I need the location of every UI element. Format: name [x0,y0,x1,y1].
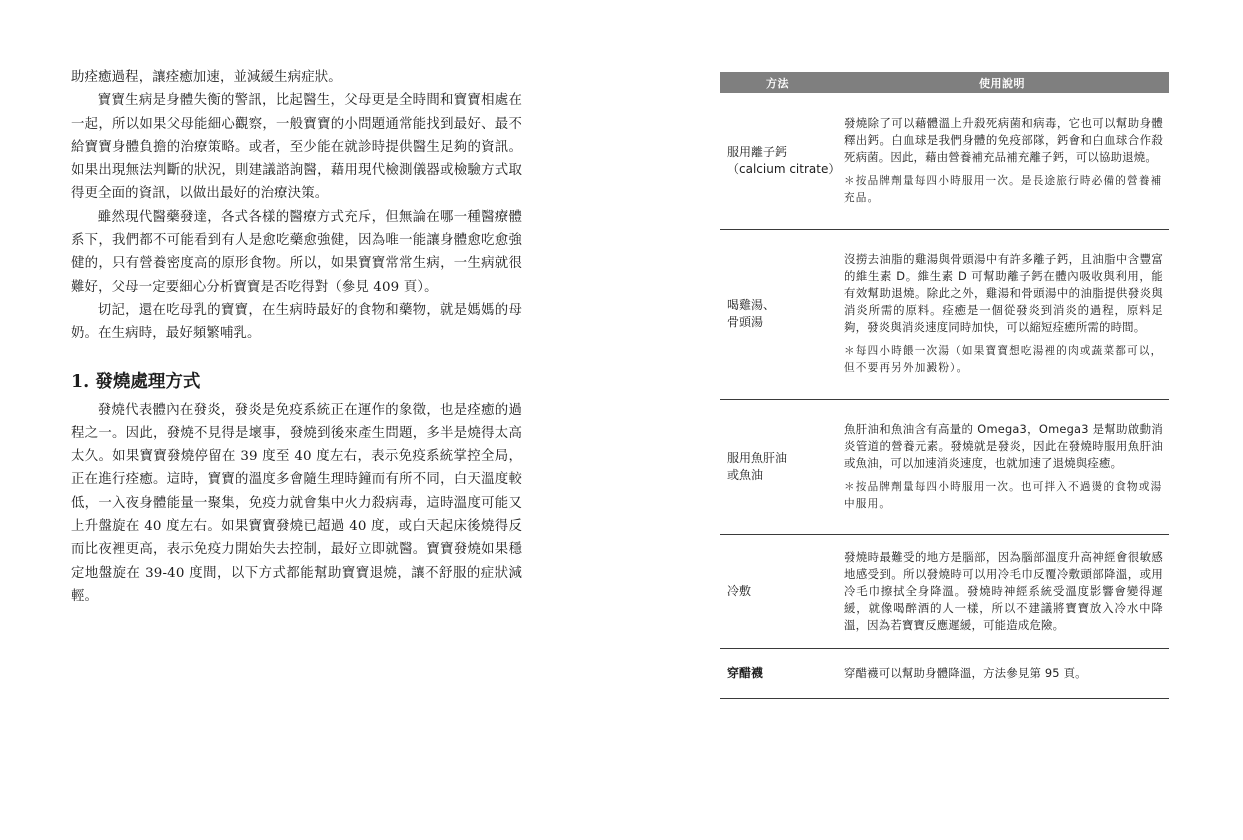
description-cell [835,229,1169,399]
description-cell [835,534,1169,648]
header-method: 方法 [720,72,835,93]
method-label: 穿醋襪 [727,665,764,680]
header-usage: 使用說明 [835,72,1169,93]
method-label-sub: （calcium citrate） [727,161,841,176]
dosage-note: ＊按品牌劑量每四小時服用一次。是長途旅行時必備的營養補充品。 [844,174,1163,204]
paragraph-breastfeeding: 切記，還在吃母乳的寶寶，在生病時最好的食物和藥物，就是媽媽的母奶。在生病時，最好頻繁哺乳。 [71,302,522,342]
description-text: 發燒除了可以藉體溫上升殺死病菌和病毒，它也可以幫助身體釋出鈣。白血球是我們身體的免疫部隊，鈣會和白血球合作殺死病菌。因此，藉由營養補充品補充離子鈣，可以協助退燒。 [844,115,1163,164]
method-cell [720,93,841,229]
table-row [720,93,1169,229]
description-cell [835,648,1169,698]
table-row [720,229,1169,399]
dosage-note: ＊按品牌劑量每四小時服用一次。也可拌入不過燙的食物或湯中服用。 [844,480,1163,510]
table-row [720,534,1169,648]
left-page [71,66,522,608]
table-row [720,399,1169,534]
description-text: 魚肝油和魚油含有高量的 Omega3，Omega3 是幫助啟動消炎管道的營養元素。發燒就是發炎，因此在發燒時服用魚肝油或魚油，可以加速消炎速度，也就加速了退燒與痊癒。 [844,421,1163,470]
right-page [720,72,1169,699]
method-label: 服用離子鈣 [727,144,788,159]
paragraph-imbalance-signal: 寶寶生病是身體失衡的警訊，比起醫生，父母更是全時間和寶寶相處在一起，所以如果父母能細心觀察，一般寶寶的小問題通常能找到最好、最不給寶寶身體負擔的治療策略。或者，至少能在就診時提供醫生足夠的資訊。如果出現無法判斷的狀況，則建議諮詢醫，藉用現代檢測儀器或檢驗方式取得更全面的資訊，以做出最好的治療決策。 [71,93,522,202]
description-cell [835,93,1169,229]
description-text: 發燒時最難受的地方是腦部，因為腦部溫度升高神經會很敏感地感受到。所以發燒時可以用冷毛巾反覆冷敷頭部降溫，或用冷毛巾擦拭全身降溫。發燒時神經系統受溫度影響會變得遲緩，就像喝醉酒的人一樣，所以不建議將寶寶放入冷水中降溫，因為若寶寶反應遲緩，可能造成危險。 [844,549,1163,632]
method-label: 喝雞湯、 [727,298,776,312]
method-cell [720,399,835,534]
method-label-sub: 或魚油 [727,467,764,482]
method-cell [720,648,835,698]
method-label-sub: 骨頭湯 [727,315,764,329]
method-cell [720,229,835,399]
description-cell [835,399,1169,534]
description-text: 沒撈去油脂的雞湯與骨頭湯中有許多離子鈣，且油脂中含豐富的維生素 D。維生素 D 可幫助離子鈣在體內吸收與利用，能有效幫助退燒。除此之外，雞湯和骨頭湯中的油脂提供發炎與消炎所需的原料。痊癒是一個從發炎到消炎的過程，原料足夠，發炎與消炎速度同時加快，可以縮短痊癒所需的時間。 [844,252,1163,334]
method-cell [720,534,835,648]
description-text: 穿醋襪可以幫助身體降溫，方法參見第 95 頁。 [844,665,1087,680]
paragraph-intro-continued: 助痊癒過程，讓痊癒加速，並減緩生病症狀。 [71,70,342,85]
paragraph-fever: 發燒代表體內在發炎，發炎是免疫系統正在運作的象徵，也是痊癒的過程之一。因此，發燒不見得是壞事，發燒到後來產生問題，多半是燒得太高太久。如果寶寶發燒停留在 39 度至 40 度左右，表示免疫系統掌控全局，正在進行痊癒。這時，寶寶的溫度多會隨生理時鐘而有所不同，白天溫度較低，一入夜身體能量一聚集，免疫力就會集中火力殺病毒，這時溫度可能又上升盤旋在 40 度左右。如果寶寶發燒已超過 40 度，或白天起床後燒得反而比夜裡更高，表示免疫力開始失去控制，最好立即就醫。寶寶發燒如果穩定地盤旋在 39-40 度間，以下方式都能幫助寶寶退燒，讓不舒服的症狀減輕。 [71,402,522,604]
fever-remedy-table [720,72,1169,699]
table-row [720,648,1169,698]
table-header-row [720,72,1169,93]
method-label: 服用魚肝油 [727,450,788,465]
paragraph-whole-foods: 雖然現代醫藥發達，各式各樣的醫療方式充斥，但無論在哪一種醫療體系下，我們都不可能看到有人是愈吃藥愈強健，因為唯一能讓身體愈吃愈強健的，只有營養密度高的原形食物。所以，如果寶寶常常生病，一生病就很難好，父母一定要細心分析寶寶是否吃得對（參見 409 頁）。 [71,209,522,295]
dosage-note: ＊每四小時餵一次湯（如果寶寶想吃湯裡的肉或蔬菜都可以，但不要再另外加澱粉）。 [844,345,1163,374]
method-label: 冷敷 [727,583,752,598]
section-title-fever: 1. 發燒處理方式 [71,371,201,392]
